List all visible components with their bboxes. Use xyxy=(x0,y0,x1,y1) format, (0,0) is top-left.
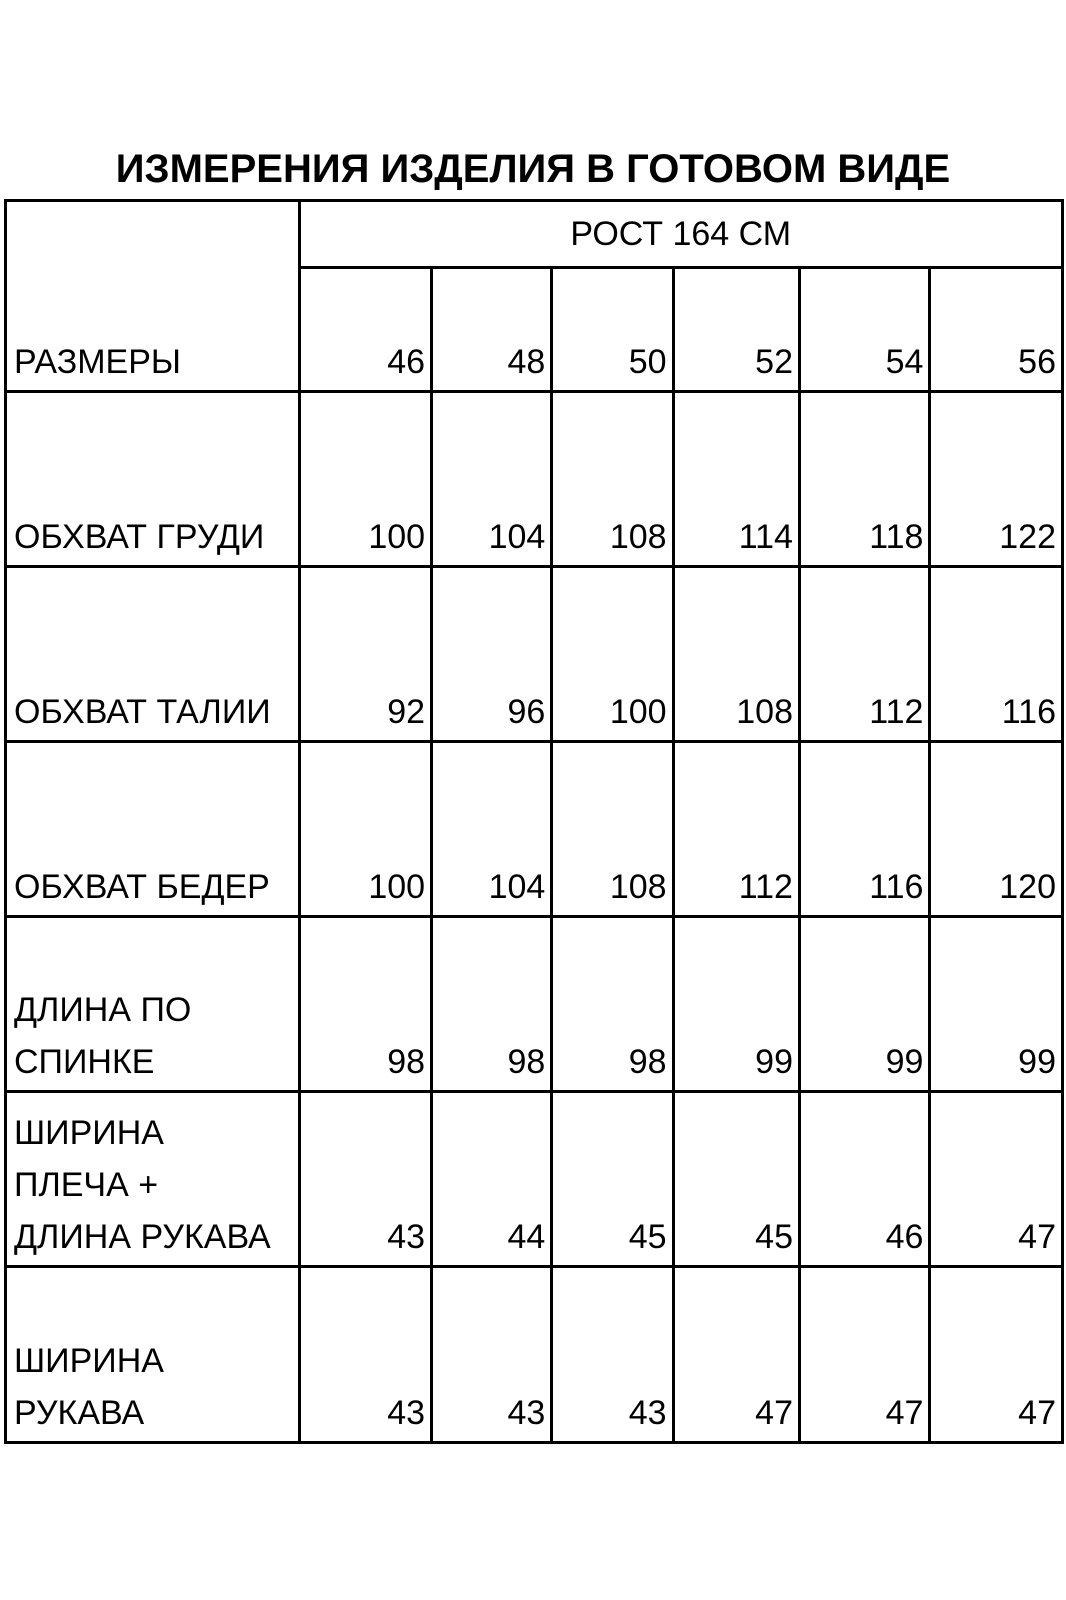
size-cell: 52 xyxy=(673,268,799,392)
row-label-line: ОБХВАТ БЕДЕР xyxy=(14,868,270,906)
row-label xyxy=(6,742,300,917)
value-cell: 116 xyxy=(799,742,929,917)
row-label-line: ОБХВАТ ГРУДИ xyxy=(14,518,265,556)
value-cell: 100 xyxy=(299,392,432,567)
table-row xyxy=(6,1092,1063,1267)
value-cell: 92 xyxy=(299,567,432,742)
value-cell: 104 xyxy=(432,742,552,917)
size-cell: 54 xyxy=(799,268,929,392)
row-label-line: ДЛИНА РУКАВА xyxy=(14,1218,271,1256)
height-header-row xyxy=(6,201,1063,268)
value-cell: 100 xyxy=(299,742,432,917)
value-cell: 96 xyxy=(432,567,552,742)
table-row xyxy=(6,567,1063,742)
value-cell: 99 xyxy=(930,917,1063,1092)
value-cell: 47 xyxy=(799,1267,929,1443)
value-cell: 120 xyxy=(930,742,1063,917)
row-label-line: ПЛЕЧА + xyxy=(14,1166,159,1204)
value-cell: 43 xyxy=(299,1267,432,1443)
value-cell: 99 xyxy=(799,917,929,1092)
value-cell: 45 xyxy=(552,1092,673,1267)
size-cell: 56 xyxy=(930,268,1063,392)
row-label xyxy=(6,567,300,742)
value-cell: 43 xyxy=(432,1267,552,1443)
value-cell: 99 xyxy=(673,917,799,1092)
value-cell: 122 xyxy=(930,392,1063,567)
value-cell: 45 xyxy=(673,1092,799,1267)
value-cell: 118 xyxy=(799,392,929,567)
row-label-line: ОБХВАТ ТАЛИИ xyxy=(14,693,271,731)
value-cell: 44 xyxy=(432,1092,552,1267)
value-cell: 98 xyxy=(299,917,432,1092)
value-cell: 114 xyxy=(673,392,799,567)
sizes-label-cell xyxy=(6,201,300,392)
row-label xyxy=(6,392,300,567)
size-cell: 46 xyxy=(299,268,432,392)
value-cell: 46 xyxy=(799,1092,929,1267)
row-label-line: СПИНКЕ xyxy=(14,1043,155,1081)
row-label xyxy=(6,1092,300,1267)
height-label: РОСТ 164 СМ xyxy=(299,201,1062,268)
value-cell: 98 xyxy=(552,917,673,1092)
table-row xyxy=(6,742,1063,917)
size-cell: 50 xyxy=(552,268,673,392)
row-label xyxy=(6,1267,300,1443)
value-cell: 98 xyxy=(432,917,552,1092)
value-cell: 108 xyxy=(673,567,799,742)
size-cell: 48 xyxy=(432,268,552,392)
value-cell: 108 xyxy=(552,392,673,567)
table-row xyxy=(6,1267,1063,1443)
value-cell: 47 xyxy=(930,1267,1063,1443)
row-label xyxy=(6,917,300,1092)
row-label-line: ДЛИНА ПО xyxy=(14,991,192,1029)
value-cell: 104 xyxy=(432,392,552,567)
page-title: ИЗМЕРЕНИЯ ИЗДЕЛИЯ В ГОТОВОМ ВИДЕ xyxy=(115,147,951,191)
value-cell: 112 xyxy=(673,742,799,917)
row-label-line: ШИРИНА xyxy=(14,1114,164,1152)
value-cell: 112 xyxy=(799,567,929,742)
table-row xyxy=(6,917,1063,1092)
value-cell: 47 xyxy=(673,1267,799,1443)
value-cell: 43 xyxy=(552,1267,673,1443)
value-cell: 108 xyxy=(552,742,673,917)
sizes-label: РАЗМЕРЫ xyxy=(14,343,182,381)
table-row xyxy=(6,392,1063,567)
value-cell: 100 xyxy=(552,567,673,742)
value-cell: 116 xyxy=(930,567,1063,742)
value-cell: 43 xyxy=(299,1092,432,1267)
row-label-line: РУКАВА xyxy=(14,1394,145,1432)
row-label-line: ШИРИНА xyxy=(14,1342,164,1380)
measurements-table xyxy=(4,199,1064,1444)
value-cell: 47 xyxy=(930,1092,1063,1267)
